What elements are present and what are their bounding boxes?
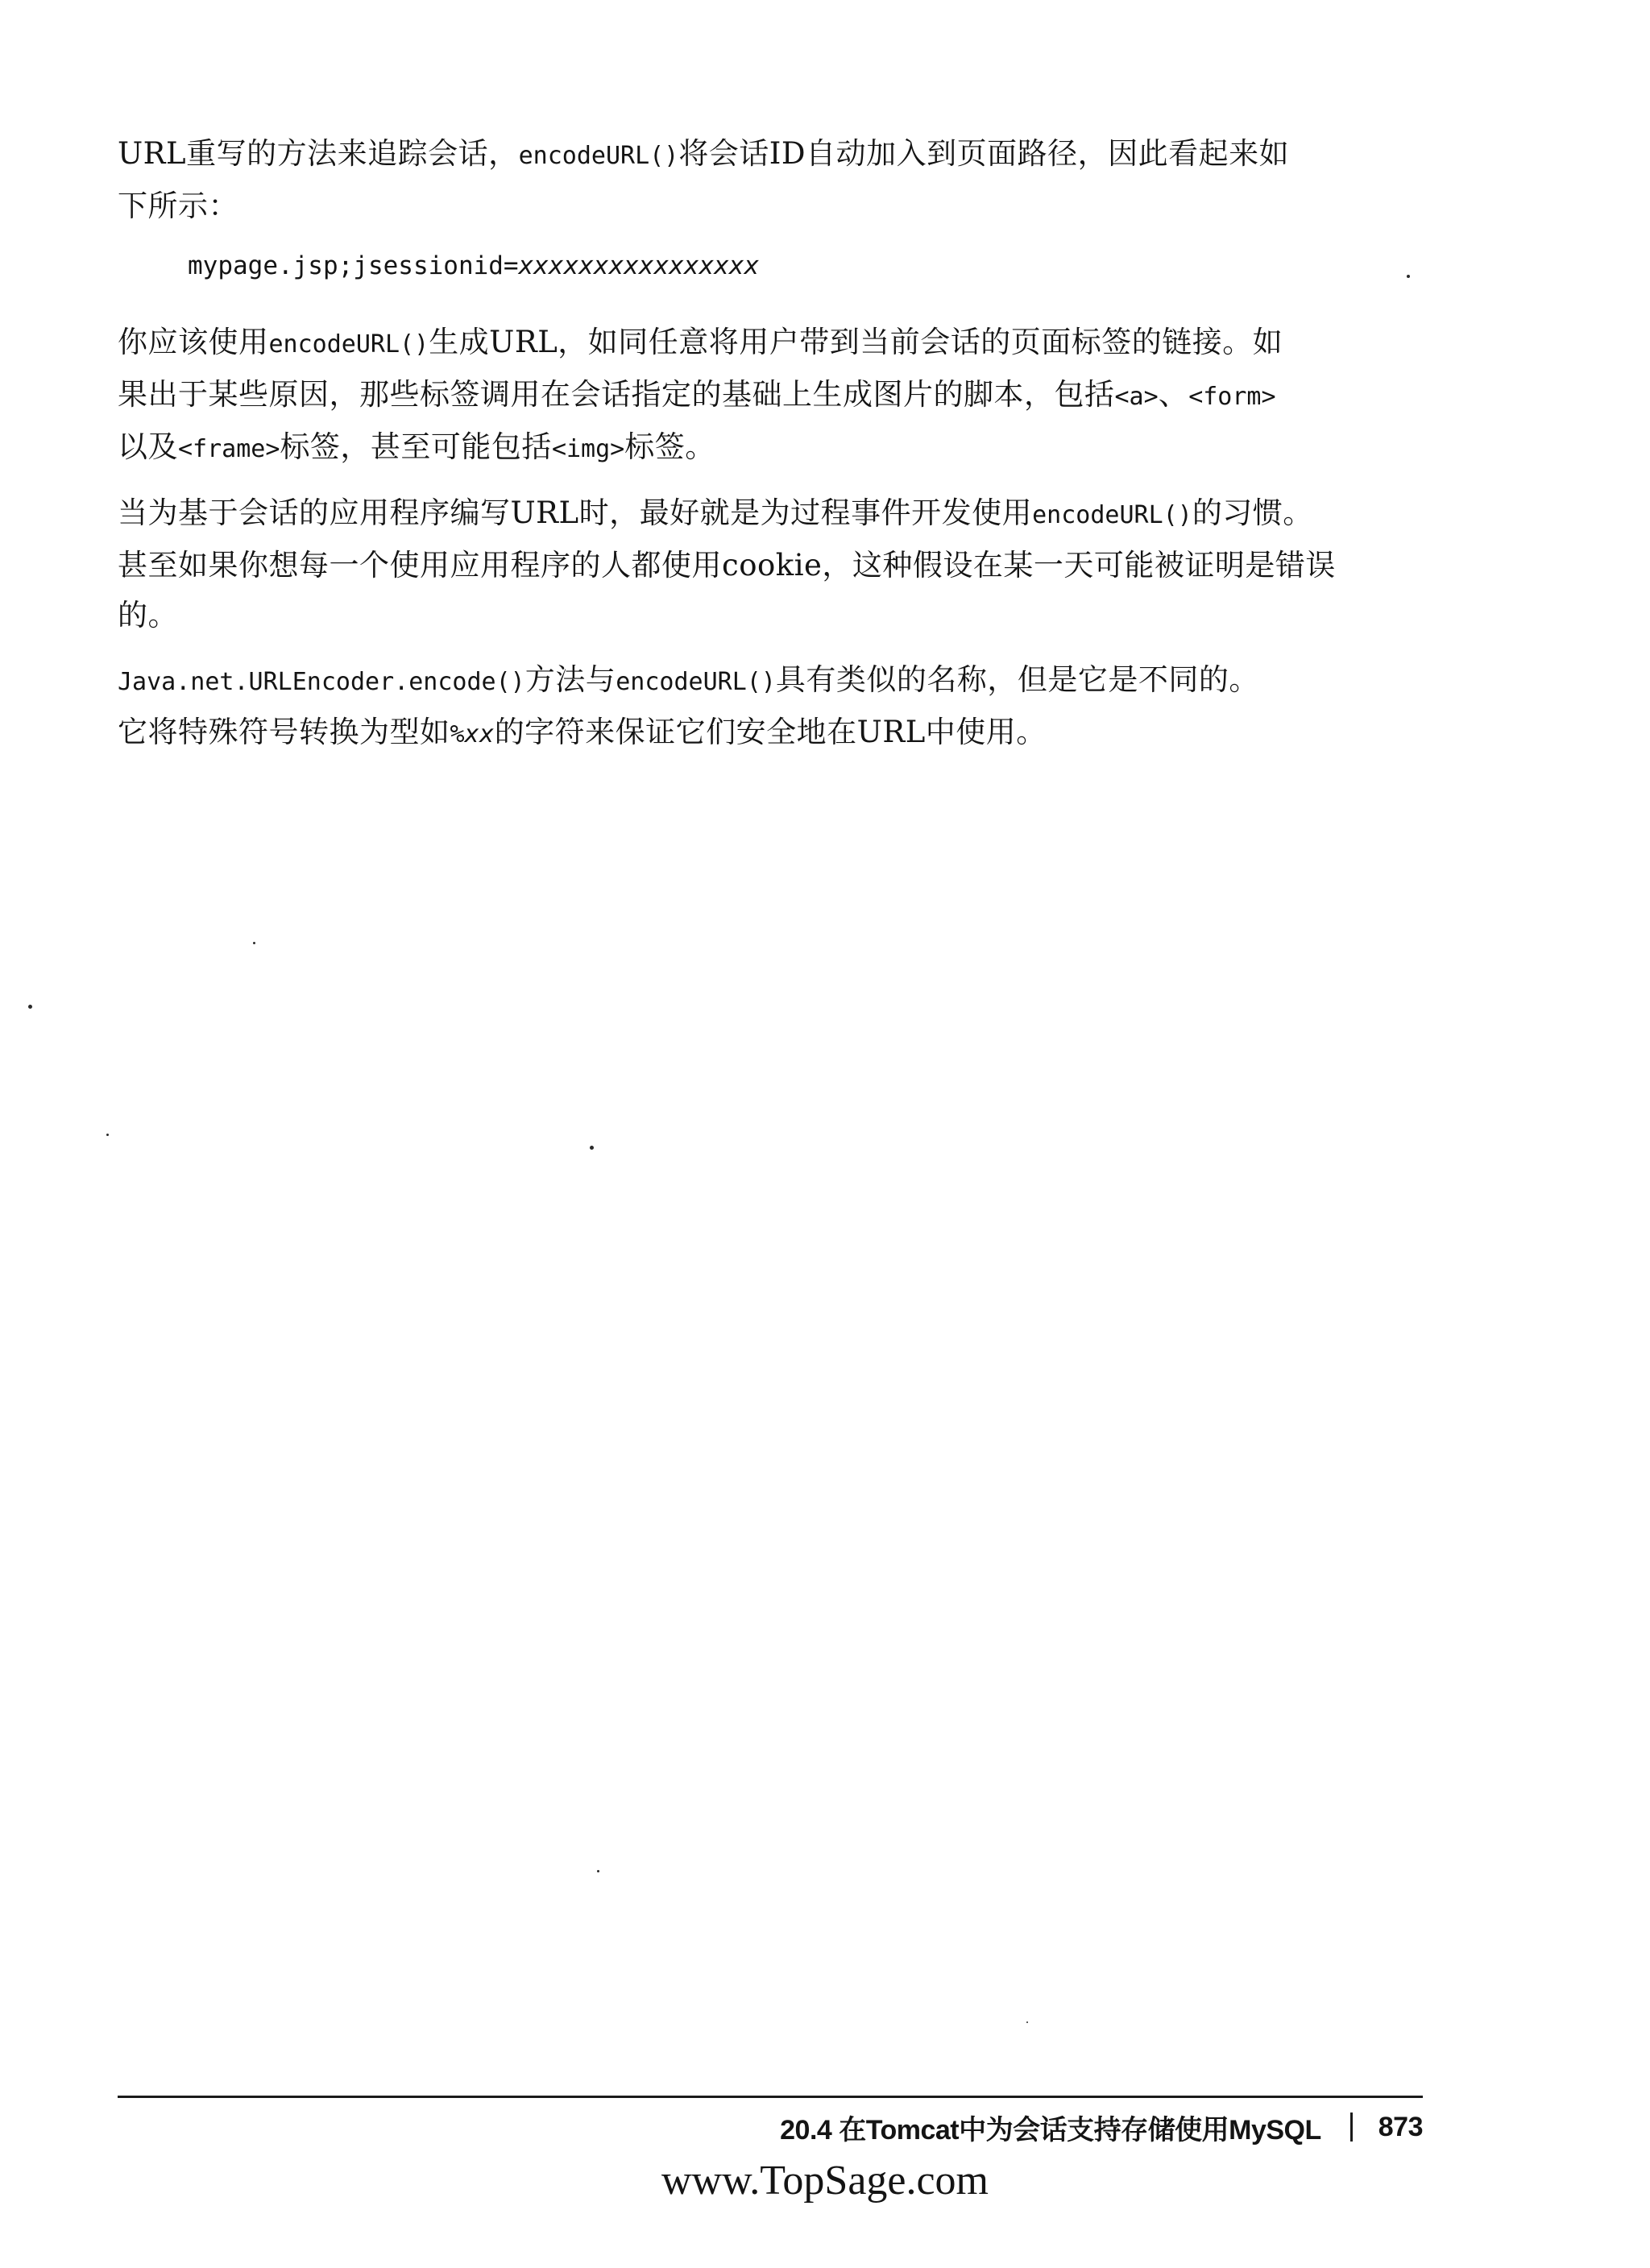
text-fragment: 生成URL，如同任意将用户带到当前会话的页面标签的链接。如 [429, 325, 1283, 359]
scan-speck [590, 1146, 594, 1150]
code-example-prefix: mypage.jsp;jsessionid= [188, 251, 519, 280]
scan-speck [1407, 275, 1410, 278]
scan-speck [1026, 2021, 1028, 2023]
scan-speck [597, 1870, 599, 1872]
footer-section-title: 20.4 在Tomcat中为会话支持存储使用MySQL [780, 2114, 1321, 2146]
footer-rule [118, 2096, 1423, 2098]
code-fragment: <a> [1114, 383, 1159, 411]
code-example-session-url [188, 247, 759, 285]
text-line [118, 488, 1423, 541]
paragraph-url-rewriting [118, 129, 1423, 231]
page-number: 873 [1378, 2111, 1423, 2142]
code-fragment: encodeURL() [1032, 501, 1192, 529]
text-fragment: 、 [1158, 377, 1189, 412]
scan-speck [106, 1134, 109, 1136]
paragraph-urlencoder [118, 655, 1423, 760]
text-line [118, 422, 1423, 475]
text-line [118, 707, 1423, 760]
text-fragment: 的。 [118, 598, 178, 632]
code-fragment: <img> [551, 435, 625, 463]
code-fragment: Java.net.URLEncoder.encode() [118, 668, 525, 696]
text-line [118, 655, 1423, 707]
footer-separator [1350, 2113, 1353, 2142]
text-fragment: 的字符来保证它们安全地在URL中使用。 [494, 715, 1047, 749]
text-line [118, 541, 1423, 591]
code-fragment: encodeURL() [268, 330, 429, 359]
text-line [118, 591, 1423, 641]
scan-speck [253, 942, 255, 944]
text-fragment: 方法与 [524, 662, 616, 697]
text-line [118, 181, 1423, 231]
text-line [118, 129, 1423, 181]
code-fragment: % [450, 720, 465, 748]
text-fragment: 标签。 [624, 429, 715, 464]
text-line [118, 370, 1423, 422]
text-fragment: URL重写的方法来追踪会话， [118, 136, 519, 171]
paragraph-habit [118, 488, 1423, 641]
watermark-url: www.TopSage.com [661, 2158, 989, 2204]
text-fragment: 的习惯。 [1192, 495, 1313, 530]
text-fragment: 具有类似的名称，但是它是不同的。 [775, 662, 1259, 697]
paragraph-use-encodeurl [118, 317, 1423, 475]
code-fragment: <form> [1188, 383, 1276, 411]
text-fragment: 下所示： [118, 189, 238, 223]
scan-speck [28, 1005, 32, 1009]
code-example-placeholder: xxxxxxxxxxxxxxxx [518, 251, 760, 280]
code-fragment: encodeURL() [616, 668, 776, 696]
text-fragment: 标签，甚至可能包括 [280, 429, 552, 464]
text-fragment: 将会话ID自动加入到页面路径，因此看起来如 [678, 136, 1290, 171]
text-fragment: 当为基于会话的应用程序编写URL时，最好就是为过程事件开发使用 [118, 495, 1033, 530]
text-fragment: 它将特殊符号转换为型如 [118, 715, 450, 749]
code-fragment: encodeURL() [518, 142, 679, 170]
text-fragment: 你应该使用 [118, 325, 269, 359]
text-line [118, 317, 1423, 370]
code-fragment: xx [464, 720, 495, 748]
text-fragment: 以及 [118, 429, 178, 464]
code-fragment: <frame> [178, 435, 280, 463]
running-footer [714, 2107, 1423, 2147]
text-fragment: 果出于某些原因，那些标签调用在会话指定的基础上生成图片的脚本，包括 [118, 377, 1115, 412]
text-fragment: 甚至如果你想每一个使用应用程序的人都使用cookie，这种假设在某一天可能被证明是错误 [118, 548, 1336, 583]
